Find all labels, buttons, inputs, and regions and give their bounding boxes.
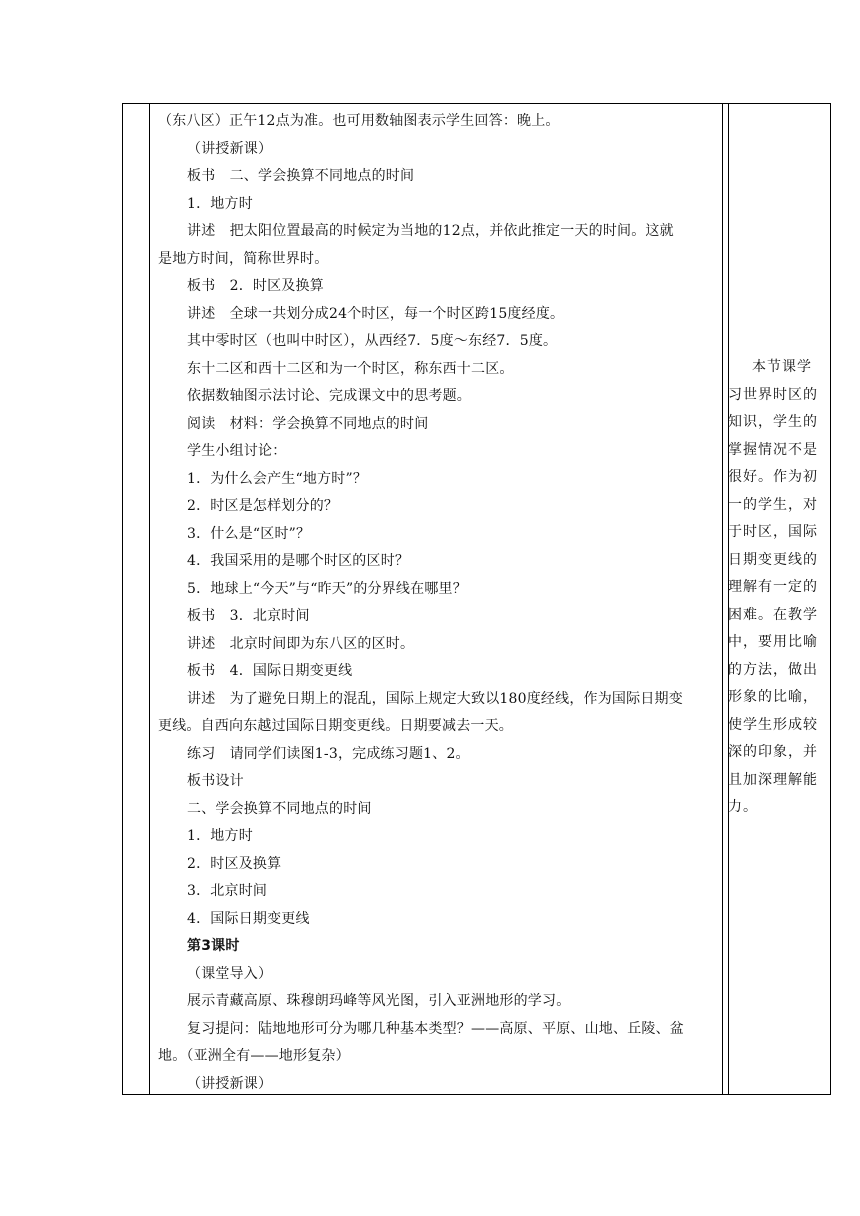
content-line: （东八区）正午12点为准。也可用数轴图表示学生回答：晚上。 <box>158 113 560 129</box>
content-line: 板书 4．国际日期变更线 <box>187 663 353 679</box>
content-line: 地。（亚洲全有——地形复杂） <box>158 1048 350 1064</box>
content-line: 2．时区是怎样划分的？ <box>187 498 339 514</box>
reflection-notes-column <box>728 354 826 822</box>
content-line: 讲述 全球一共划分成24个时区，每一个时区跨15度经度。 <box>187 305 565 322</box>
content-line: 二、学会换算不同地点的时间 <box>187 800 372 817</box>
content-line: 东十二区和西十二区和为一个时区，称东西十二区。 <box>187 360 514 377</box>
content-line: （讲授新课） <box>187 1075 273 1092</box>
content-line: 更线。自西向东越过国际日期变更线。日期要减去一天。 <box>158 718 513 734</box>
content-line: 是地方时间，简称世界时。 <box>158 250 329 267</box>
content-line: 阅读 材料：学会换算不同地点的时间 <box>187 415 429 432</box>
note-line: 使学生形成较 <box>728 716 818 733</box>
content-line: 4．我国采用的是哪个时区的区时？ <box>187 553 410 569</box>
note-line: 的方法，做出 <box>728 661 818 678</box>
content-line: 板书 二、学会换算不同地点的时间 <box>187 168 415 184</box>
content-line: 展示青藏高原、珠穆朗玛峰等风光图，引入亚洲地形的学习。 <box>187 993 571 1009</box>
content-line: （讲授新课） <box>187 140 273 157</box>
content-line: （课堂导入） <box>187 965 273 982</box>
section-heading: 第3课时 <box>187 938 240 954</box>
table-column-divider-left <box>149 104 150 1094</box>
table-column-divider-right <box>722 104 723 1094</box>
content-line: 讲述 把太阳位置最高的时候定为当地的12点，并依此推定一天的时间。这就 <box>187 223 674 239</box>
note-line: 习世界时区的 <box>728 386 818 403</box>
note-line: 深的印象，并 <box>728 744 818 760</box>
note-line: 本节课学 <box>752 359 812 375</box>
content-line: 3．什么是“区时”？ <box>187 525 311 542</box>
note-line: 日期变更线的 <box>728 551 818 568</box>
content-line: 4．国际日期变更线 <box>187 910 310 927</box>
lesson-content-column <box>158 108 716 1098</box>
note-line: 理解有一定的 <box>728 579 818 595</box>
content-line: 1．为什么会产生“地方时”？ <box>187 470 368 487</box>
content-line: 3．北京时间 <box>187 883 268 899</box>
note-line: 中，要用比喻 <box>728 634 818 650</box>
note-line: 很好。作为初 <box>728 469 818 485</box>
note-line: 且加深理解能 <box>728 771 818 788</box>
note-line: 掌握情况不是 <box>728 441 818 458</box>
content-line: 2．时区及换算 <box>187 855 282 872</box>
content-line: 1．地方时 <box>187 195 253 212</box>
content-line: 练习 请同学们读图1-3，完成练习题1、2。 <box>187 745 470 762</box>
note-line: 困难。在教学 <box>728 606 818 623</box>
content-line: 5．地球上“今天”与“昨天”的分界线在哪里？ <box>187 580 467 597</box>
note-line: 知识，学生的 <box>728 414 818 430</box>
content-line: 1．地方时 <box>187 828 253 844</box>
note-line: 力。 <box>728 799 758 815</box>
content-line: 讲述 北京时间即为东八区的区时。 <box>187 635 415 652</box>
content-line: 其中零时区（也叫中时区），从西经7．5度～东经7．5度。 <box>187 333 558 349</box>
content-line: 复习提问：陆地地形可分为哪几种基本类型？——高原、平原、山地、丘陵、盆 <box>187 1020 684 1037</box>
content-line: 板书 2．时区及换算 <box>187 278 324 294</box>
content-line: 学生小组讨论： <box>187 443 287 459</box>
content-line: 板书 3．北京时间 <box>187 608 310 624</box>
note-line: 一的学生，对 <box>728 496 818 513</box>
note-line: 形象的比喻， <box>728 689 818 705</box>
content-line: 板书设计 <box>187 773 244 789</box>
content-line: 讲述 为了避免日期上的混乱，国际上规定大致以180度经线，作为国际日期变 <box>187 690 683 707</box>
note-line: 于时区，国际 <box>728 524 818 540</box>
content-line: 依据数轴图示法讨论、完成课文中的思考题。 <box>187 388 471 404</box>
